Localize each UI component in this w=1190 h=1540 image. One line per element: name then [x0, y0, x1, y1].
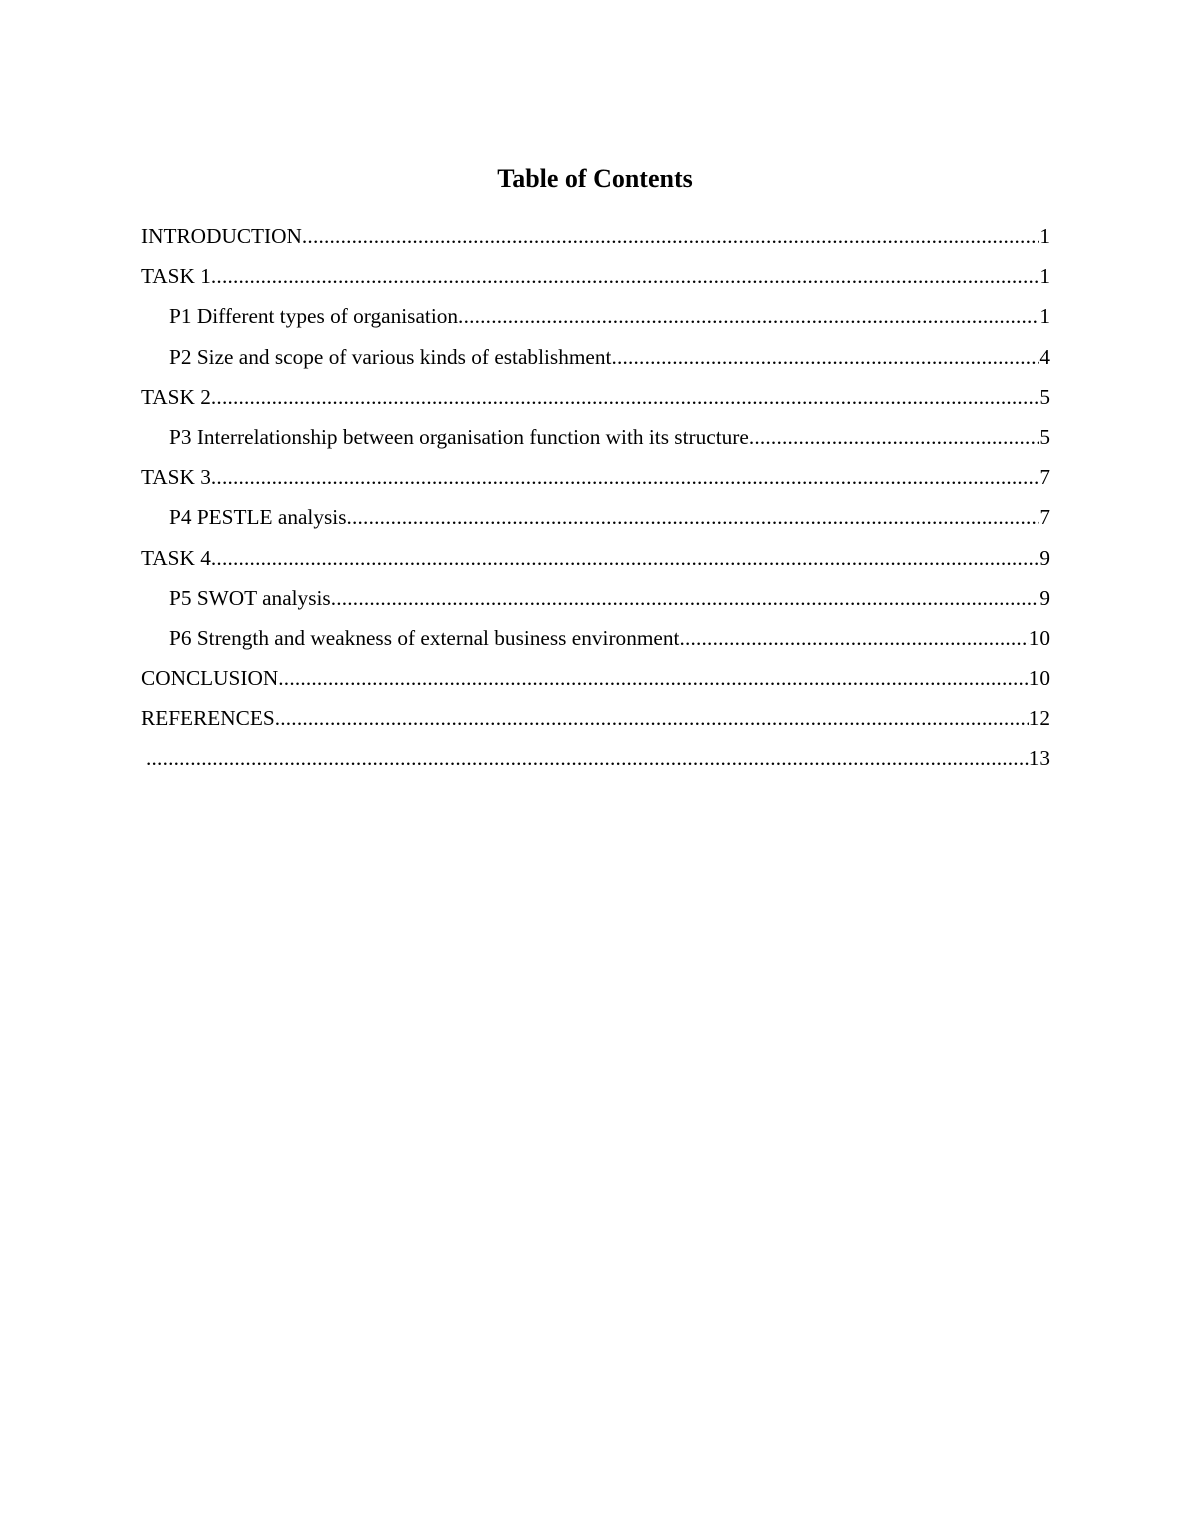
toc-dot-leader [458, 300, 1039, 332]
toc-dot-leader [679, 622, 1028, 654]
toc-entry-label: P6 Strength and weakness of external business environment [169, 625, 680, 650]
toc-dot-leader [275, 702, 1029, 734]
toc-entry-page-number: 7 [1039, 465, 1050, 490]
toc-entry[interactable] [141, 742, 1050, 782]
toc-entry-label: TASK 4 [141, 545, 211, 570]
toc-dot-leader [211, 381, 1039, 413]
toc-entry[interactable] [141, 702, 1050, 742]
toc-entry[interactable] [141, 341, 1050, 381]
toc-entry[interactable] [141, 662, 1050, 702]
toc-entry-page-number: 7 [1039, 505, 1050, 530]
toc-entry[interactable] [141, 300, 1050, 340]
toc-dot-leader [331, 582, 1040, 614]
toc-entry-page-number: 4 [1039, 344, 1050, 369]
toc-dot-leader [302, 220, 1039, 252]
toc-entry-label: REFERENCES [141, 706, 275, 731]
toc-entry[interactable] [141, 381, 1050, 421]
toc-entry-page-number: 9 [1039, 585, 1050, 610]
toc-dot-leader [146, 742, 1029, 774]
toc-entry-page-number: 1 [1039, 304, 1050, 329]
toc-entry-label: P4 PESTLE analysis [169, 505, 347, 530]
toc-entry-label: CONCLUSION [141, 666, 279, 691]
toc-entry[interactable] [141, 622, 1050, 662]
toc-entry-label: P5 SWOT analysis [169, 585, 331, 610]
toc-entry-label: INTRODUCTION [141, 224, 302, 248]
toc-entry-label: P2 Size and scope of various kinds of establishment [169, 344, 612, 369]
toc-entry-page-number: 13 [1028, 746, 1050, 771]
toc-entry[interactable] [141, 501, 1050, 541]
toc-entry[interactable] [141, 542, 1050, 582]
toc-entry-page-number: 1 [1039, 264, 1050, 289]
toc-entry-label: P1 Different types of organisation [169, 304, 459, 329]
toc-dot-leader [211, 260, 1039, 292]
toc-entry-page-number: 9 [1039, 545, 1050, 570]
toc-entry-label: P3 Interrelationship between organisation function with its structure [169, 424, 749, 449]
toc-entry[interactable] [141, 220, 1050, 260]
toc-list [141, 220, 1050, 783]
toc-entry[interactable] [141, 421, 1050, 461]
toc-entry[interactable] [141, 461, 1050, 501]
toc-entry-label: TASK 3 [141, 465, 211, 490]
toc-entry[interactable] [141, 260, 1050, 300]
toc-dot-leader [749, 421, 1040, 453]
toc-entry-label: TASK 2 [141, 384, 211, 409]
toc-entry-page-number: 10 [1028, 666, 1050, 691]
toc-dot-leader [278, 662, 1028, 694]
toc-entry-page-number: 5 [1039, 384, 1050, 409]
toc-dot-leader [346, 501, 1039, 533]
toc-entry-label: TASK 1 [141, 264, 211, 289]
toc-dot-leader [211, 461, 1039, 493]
toc-entry-page-number: 1 [1039, 224, 1050, 248]
toc-title: Table of Contents [497, 164, 693, 193]
toc-entry-page-number: 5 [1039, 424, 1050, 449]
toc-entry[interactable] [141, 582, 1050, 622]
toc-entry-page-number: 12 [1028, 706, 1050, 731]
toc-entry-page-number: 10 [1028, 625, 1050, 650]
toc-dot-leader [611, 341, 1039, 373]
toc-dot-leader [211, 542, 1039, 574]
